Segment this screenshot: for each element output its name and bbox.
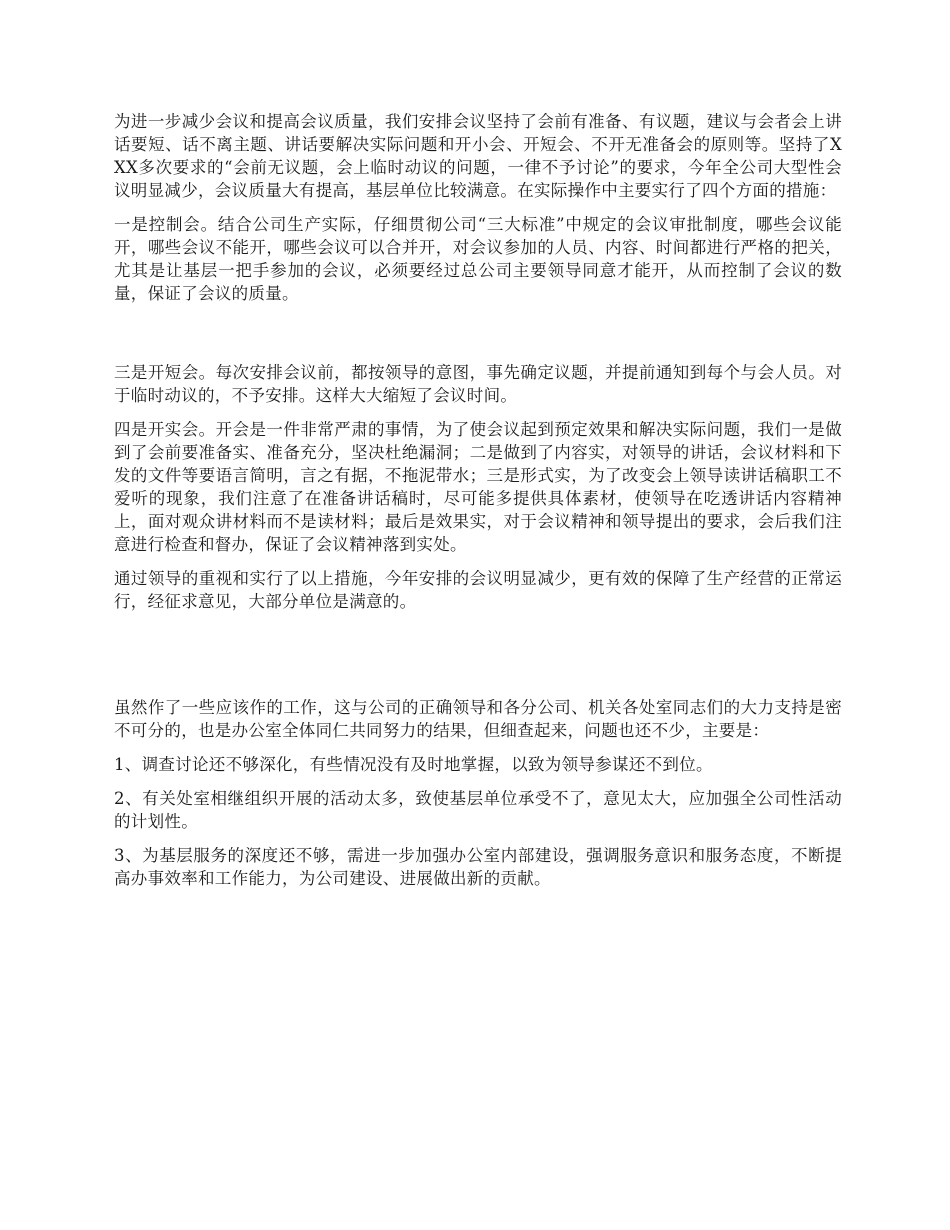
section-gap	[114, 624, 842, 696]
section-gap	[114, 316, 842, 361]
document-body	[114, 110, 842, 901]
paragraph-short-meetings: 三是开短会。每次安排会议前，都按领导的意图，事先确定议题，并提前通知到每个与会人员。对于临时动议的，不予安排。这样大大缩短了会议时间。	[114, 363, 842, 405]
paragraph-practical-meetings: 四是开实会。开会是一件非常严肃的事情，为了使会议起到预定效果和解决实际问题，我们一是做到了会前要准备实、准备充分，坚决杜绝漏洞；二是做到了内容实，对领导的讲话，会议材料和下发的文件等要语言简明，言之有据，不拖泥带水；三是形式实，为了改变会上领导读讲话稿职工不爱听的现象，我们注意了在准备讲话稿时，尽可能多提供具体素材，使领导在吃透讲话内容精神上，面对观众讲材料而不是读材料；最后是效果实，对于会议精神和领导提出的要求，会后我们注意进行检查和督办，保证了会议精神落到实处。	[114, 420, 842, 554]
paragraph-meeting-quality: 为进一步减少会议和提高会议质量，我们安排会议坚持了会前有准备、有议题，建议与会者会上讲话要短、话不离主题、讲话要解决实际问题和开小会、开短会、不开无准备会的原则等。坚持了XXX多次要求的“会前无议题，会上临时动议的问题，一律不予讨论”的要求，今年全公司大型性会议明显减少，会议质量大有提高，基层单位比较满意。在实际操作中主要实行了四个方面的措施：	[114, 112, 842, 200]
list-item-problem-2: 2、有关处室相继组织开展的活动太多，致使基层单位承受不了，意见太大，应加强全公司性活动的计划性。	[114, 789, 842, 831]
paragraph-problems-intro: 虽然作了一些应该作的工作，这与公司的正确领导和各分公司、机关各处室同志们的大力支持是密不可分的，也是办公室全体同仁共同努力的结果，但细查起来，问题也还不少，主要是：	[114, 698, 842, 740]
list-item-problem-3: 3、为基层服务的深度还不够，需进一步加强办公室内部建设，强调服务意识和服务态度，不断提高办事效率和工作能力，为公司建设、进展做出新的贡献。	[114, 846, 842, 888]
paragraph-results: 通过领导的重视和实行了以上措施，今年安排的会议明显减少，更有效的保障了生产经营的正常运行，经征求意见，大部分单位是满意的。	[114, 569, 842, 611]
paragraph-control-meetings: 一是控制会。结合公司生产实际，仔细贯彻公司“三大标准”中规定的会议审批制度，哪些会议能开，哪些会议不能开，哪些会议可以合并开，对会议参加的人员、内容、时间都进行严格的把关，尤其是让基层一把手参加的会议，必须要经过总公司主要领导同意才能开，从而控制了会议的数量，保证了会议的质量。	[114, 215, 842, 303]
list-item-problem-1: 1、调查讨论还不够深化，有些情况没有及时地掌握，以致为领导参谋还不到位。	[114, 755, 713, 774]
